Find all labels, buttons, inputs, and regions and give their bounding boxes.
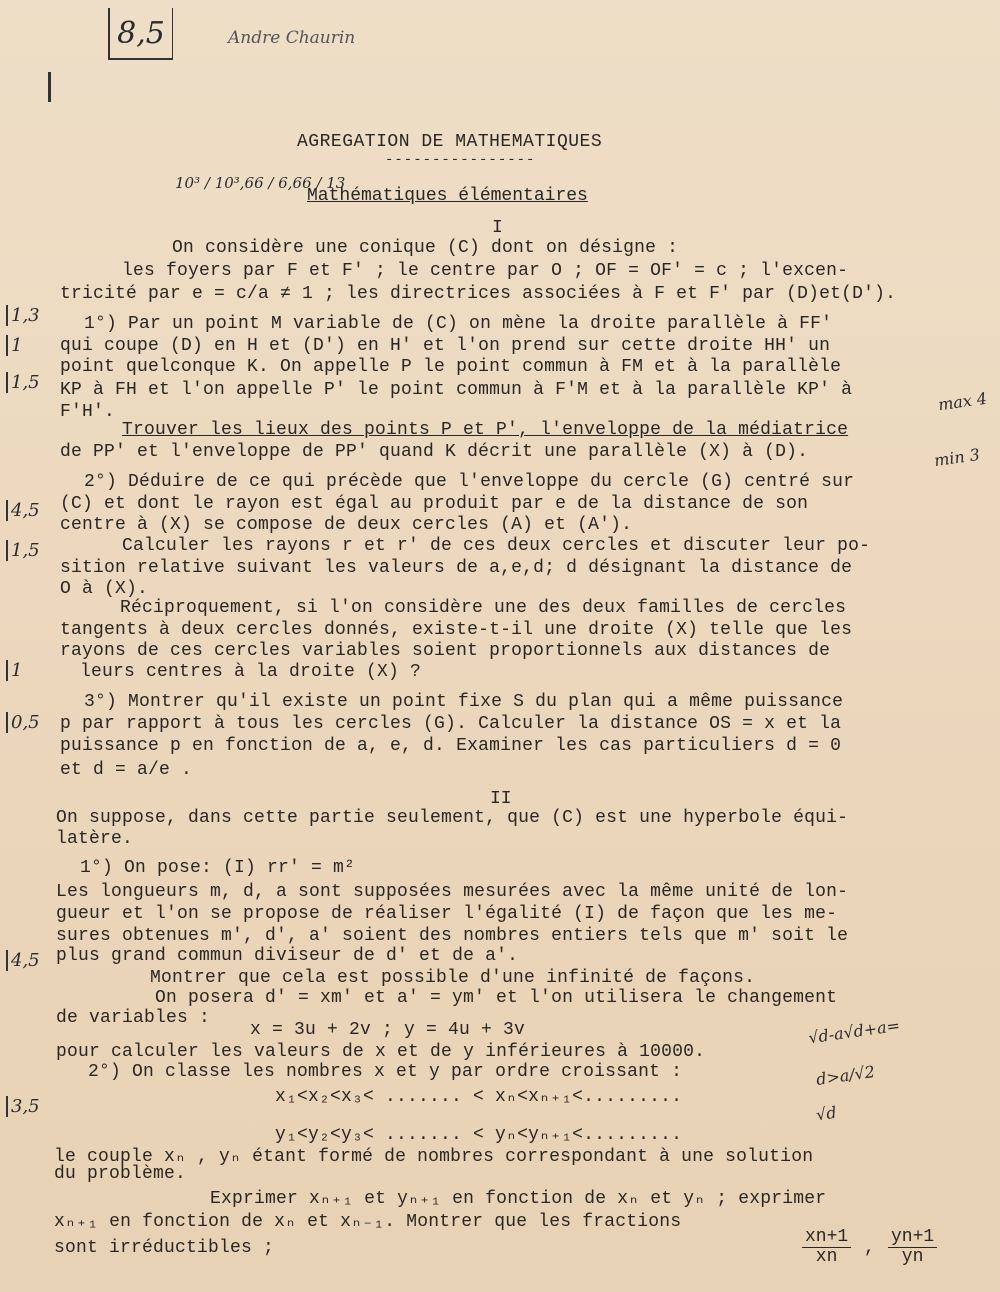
part1-line: rayons de ces cercles variables soient proportionnels aux distances de (60, 641, 831, 661)
margin-tick (48, 72, 51, 102)
right-margin-note: √d (814, 1102, 838, 1125)
margin-grade-note: 1 (6, 335, 22, 356)
part2-line: x₁<x₂<x₃< ....... < xₙ<xₙ₊₁<......... (275, 1087, 683, 1107)
part2-line: On suppose, dans cette partie seulement, que (C) est une hyperbole équi- (56, 808, 849, 828)
part1-line: Calculer les rayons r et r' de ces deux cercles et discuter leur po- (122, 536, 871, 556)
part2-line: sures obtenues m', d', a' soient des nombres entiers tels que m' soit le (56, 926, 849, 946)
part1-line: KP à FH et l'on appelle P' le point commun à F'M et à la parallèle KP' à (60, 380, 853, 400)
part1-line: (C) et dont le rayon est égal au produit par e de la distance de son (60, 494, 809, 514)
right-margin-note: √d-a√d+a= (807, 1015, 902, 1048)
part2-line: y₁<y₂<y₃< ....... < yₙ<yₙ₊₁<......... (275, 1125, 683, 1145)
part1-line: 1°) Par un point M variable de (C) on mène la droite parallèle à FF' (84, 314, 833, 334)
part1-line: sition relative suivant les valeurs de a,e,d; d désignant la distance de (60, 558, 853, 578)
part1-line: point quelconque K. On appelle P le point commun à FM et à la parallèle (60, 357, 842, 377)
part1-line: tangents à deux cercles donnés, existe-t-il une droite (X) telle que les (60, 620, 853, 640)
section-heading-1: I (492, 218, 503, 238)
part1-line: O à (X). (60, 579, 149, 599)
handwritten-scribble: 10³ / 10³,66 / 6,66 / 13 (175, 174, 346, 192)
fraction-x-numerator: xn+1 (802, 1228, 851, 1248)
fraction-comma: , (864, 1238, 876, 1258)
part2-line: gueur et l'on se propose de réaliser l'égalité (I) de façon que les me- (56, 904, 838, 924)
part1-line: tricité par e = c/a ≠ 1 ; les directrices associées à F et F' par (D)et(D'). (60, 284, 897, 304)
right-margin-note: max 4 (936, 388, 989, 415)
part2-line: de variables : (56, 1008, 211, 1028)
margin-grade-note: 4,5 (6, 950, 40, 971)
examiner-signature: Andre Chaurin (228, 28, 356, 48)
fraction-y-denominator: yn (901, 1246, 924, 1267)
part2-line: On posera d' = xm' et a' = ym' et l'on utilisera le changement (155, 988, 838, 1008)
fraction-x-denominator: xn (815, 1246, 838, 1267)
part2-line: xₙ₊₁ en fonction de xₙ et xₙ₋₁. Montrer que les fractions (54, 1212, 682, 1232)
part2-line: pour calculer les valeurs de x et de y inférieures à 10000. (56, 1042, 706, 1062)
margin-grade-note: 1 (6, 660, 22, 681)
part1-line: leurs centres à la droite (X) ? (80, 662, 422, 682)
part2-line: Exprimer xₙ₊₁ et yₙ₊₁ en fonction de xₙ et yₙ ; exprimer (210, 1189, 827, 1209)
part2-line: du problème. (54, 1164, 187, 1184)
part1-line: puissance p en fonction de a, e, d. Examiner les cas particuliers d = 0 (60, 736, 842, 756)
subtitle: Mathématiques élémentaires (307, 186, 588, 206)
part1-line: qui coupe (D) en H et (D') en H' et l'on prend sur cette droite HH' un (60, 336, 831, 356)
page-title: AGREGATION DE MATHEMATIQUES (297, 132, 603, 152)
part1-line: de PP' et l'enveloppe de PP' quand K décrit une parallèle (X) à (D). (60, 442, 809, 462)
part2-line: plus grand commun diviseur de d' et de a'. (56, 946, 519, 966)
right-margin-note: d>a/√2 (814, 1061, 876, 1090)
part1-line: F'H'. (60, 402, 116, 422)
right-margin-note: min 3 (932, 444, 981, 471)
part1-line: centre à (X) se compose de deux cercles (A) et (A'). (60, 515, 633, 535)
margin-grade-note: 1,5 (6, 540, 40, 561)
section-heading-2: II (490, 789, 512, 809)
part1-line: et d = a/e . (60, 760, 193, 780)
part1-line: Trouver les lieux des points P et P', l'enveloppe de la médiatrice (122, 420, 849, 440)
part1-line: Réciproquement, si l'on considère une des deux familles de cercles (120, 598, 847, 618)
part2-line: x = 3u + 2v ; y = 4u + 3v (250, 1020, 526, 1040)
part2-line: le couple xₙ , yₙ étant formé de nombres correspondant à une solution (54, 1147, 814, 1167)
part2-line: Les longueurs m, d, a sont supposées mesurées avec la même unité de lon- (56, 882, 849, 902)
fraction-y (888, 1228, 937, 1267)
part1-line: 2°) Déduire de ce qui précède que l'enveloppe du cercle (G) centré sur (84, 472, 855, 492)
fraction-x (802, 1228, 851, 1267)
part1-line: 3°) Montrer qu'il existe un point fixe S du plan qui a même puissance (84, 692, 844, 712)
margin-grade-note: 1,5 (6, 372, 40, 393)
grade-mark: 8,5 (117, 15, 165, 51)
part1-line: p par rapport à tous les cercles (G). Calculer la distance OS = x et la (60, 714, 842, 734)
part2-line: sont irréductibles ; (54, 1238, 275, 1258)
part2-line: Montrer que cela est possible d'une infinité de façons. (150, 968, 756, 988)
part1-line: les foyers par F et F' ; le centre par O ; OF = OF' = c ; l'excen- (122, 261, 849, 281)
margin-grade-note: 0,5 (6, 712, 40, 733)
margin-grade-note: 1,3 (6, 305, 40, 326)
fraction-y-numerator: yn+1 (888, 1228, 937, 1248)
title-rule: ---------------- (385, 152, 536, 168)
grade-box (108, 8, 173, 60)
part2-line: 1°) On pose: (I) rr' = m² (80, 858, 356, 878)
part2-line: latère. (56, 829, 134, 849)
margin-grade-note: 4,5 (6, 500, 40, 521)
margin-grade-note: 3,5 (6, 1096, 40, 1117)
part2-line: 2°) On classe les nombres x et y par ordre croissant : (88, 1062, 683, 1082)
part1-line: On considère une conique (C) dont on désigne : (172, 238, 679, 258)
